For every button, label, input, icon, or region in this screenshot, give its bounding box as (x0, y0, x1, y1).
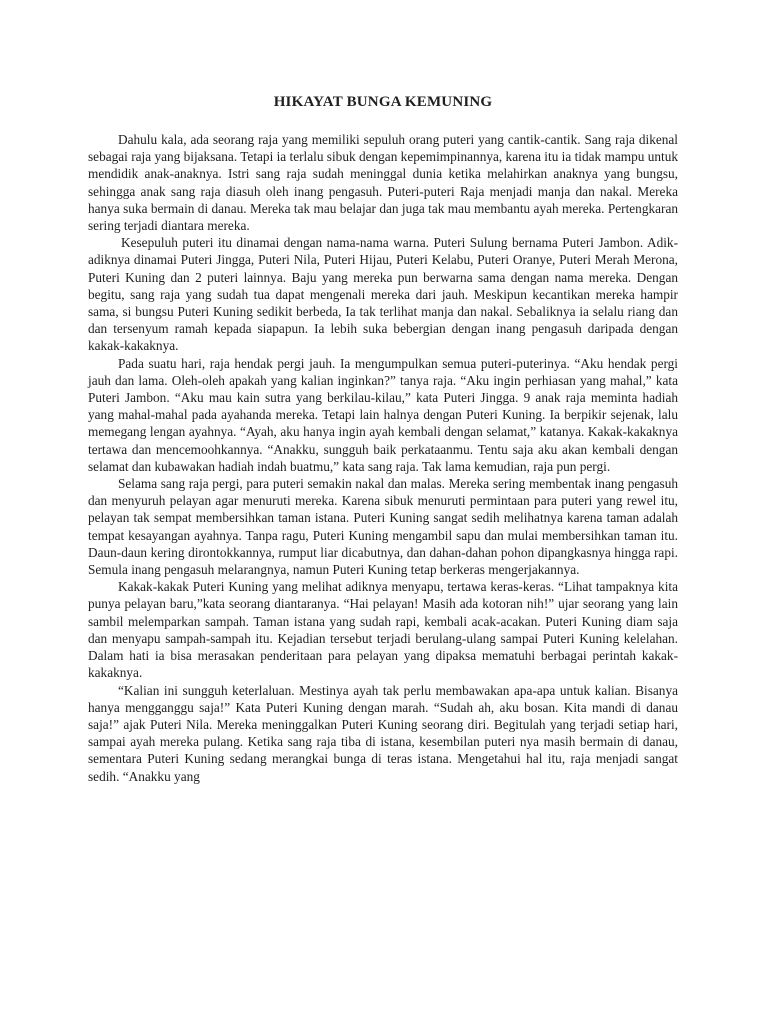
paragraph-5: Kakak-kakak Puteri Kuning yang melihat adiknya menyapu, tertawa keras-keras. “Lihat tampaknya kita punya pelayan baru,”kata seorang diantaranya. “Hai pelayan! Masih ada kotoran nih!” ujar seorang yang lain sambil melemparkan sampah. Taman istana yang sudah rapi, kembali acak-acakan. Puteri Kuning diam saja dan menyapu sampah-sampah itu. Kejadian tersebut terjadi berulang-ulang sampai Puteri Kuning kelelahan. Dalam hati ia bisa merasakan penderitaan para pelayan yang dipaksa mematuhi berbagai perintah kakak-kakaknya. (88, 579, 678, 681)
paragraph-1: Dahulu kala, ada seorang raja yang memiliki sepuluh orang puteri yang cantik-cantik. Sang raja dikenal sebagai raja yang bijaksana. Tetapi ia terlalu sibuk dengan kepemimpinannya, karena itu ia tidak mampu untuk mendidik anak-anaknya. Istri sang raja sudah meninggal dunia ketika melahirkan anaknya yang bungsu, sehingga anak sang raja diasuh oleh inang pengasuh. Puteri-puteri Raja menjadi manja dan nakal. Mereka hanya suka bermain di danau. Mereka tak mau belajar dan juga tak mau membantu ayah mereka. Pertengkaran sering terjadi diantara mereka. (88, 132, 678, 234)
paragraph-2: Kesepuluh puteri itu dinamai dengan nama-nama warna. Puteri Sulung bernama Puteri Jambon. Adik-adiknya dinamai Puteri Jingga, Puteri Nila, Puteri Hijau, Puteri Kelabu, Puteri Oranye, Puteri Merah Merona, Puteri Kuning dan 2 puteri lainnya. Baju yang mereka pun berwarna sama dengan nama mereka. Dengan begitu, sang raja yang sudah tua dapat mengenali mereka dari jauh. Meskipun kecantikan mereka hampir sama, si bungsu Puteri Kuning sedikit berbeda, Ia tak terlihat manja dan nakal. Sebaliknya ia selalu riang dan dan tersenyum ramah kepada siapapun. Ia lebih suka bebergian dengan inang pengasuh daripada dengan kakak-kakaknya. (88, 235, 678, 354)
document-title: HIKAYAT BUNGA KEMUNING (273, 94, 493, 110)
paragraph-3: Pada suatu hari, raja hendak pergi jauh. Ia mengumpulkan semua puteri-puterinya. “Aku hendak pergi jauh dan lama. Oleh-oleh apakah yang kalian inginkan?” tanya raja. “Aku ingin perhiasan yang mahal,” kata Puteri Jambon. “Aku mau kain sutra yang berkilau-kilau,” kata Puteri Jingga. 9 anak raja meminta hadiah yang mahal-mahal pada ayahanda mereka. Tetapi lain halnya dengan Puteri Kuning. Ia berpikir sejenak, lalu memegang lengan ayahnya. “Ayah, aku hanya ingin ayah kembali dengan selamat,” katanya. Kakak-kakaknya tertawa dan mencemoohkannya. “Anakku, sungguh baik perkataanmu. Tentu saja aku akan kembali dengan selamat dan kubawakan hadiah indah buatmu,” kata sang raja. Tak lama kemudian, raja pun pergi. (88, 355, 678, 474)
paragraph-6: “Kalian ini sungguh keterlaluan. Mestinya ayah tak perlu membawakan apa-apa untuk kalian. Bisanya hanya mengganggu saja!” Kata Puteri Kuning dengan marah. “Sudah ah, aku bosan. Kita mandi di danau saja!” ajak Puteri Nila. Mereka meninggalkan Puteri Kuning seorang diri. Begitulah yang terjadi setiap hari, sampai ayah mereka pulang. Ketika sang raja tiba di istana, kesembilan puteri nya masih bermain di danau, sementara Puteri Kuning sedang merangkai bunga di teras istana. Mengetahui hal itu, raja menjadi sangat sedih. “Anakku yang (88, 682, 678, 784)
paragraph-4: Selama sang raja pergi, para puteri semakin nakal dan malas. Mereka sering membentak inang pengasuh dan menyuruh pelayan agar menuruti mereka. Karena sibuk menuruti permintaan para puteri yang rewel itu, pelayan tak sempat membersihkan taman istana. Puteri Kuning sangat sedih melihatnya karena taman adalah tempat kesayangan ayahnya. Tanpa ragu, Puteri Kuning mengambil sapu dan mulai membersihkan taman itu. Daun-daun kering dirontokkannya, rumput liar dicabutnya, dan dahan-dahan pohon dipangkasnya hingga rapi. Semula inang pengasuh melarangnya, namun Puteri Kuning tetap berkeras mengerjakannya. (88, 476, 678, 578)
document-page (88, 92, 678, 785)
